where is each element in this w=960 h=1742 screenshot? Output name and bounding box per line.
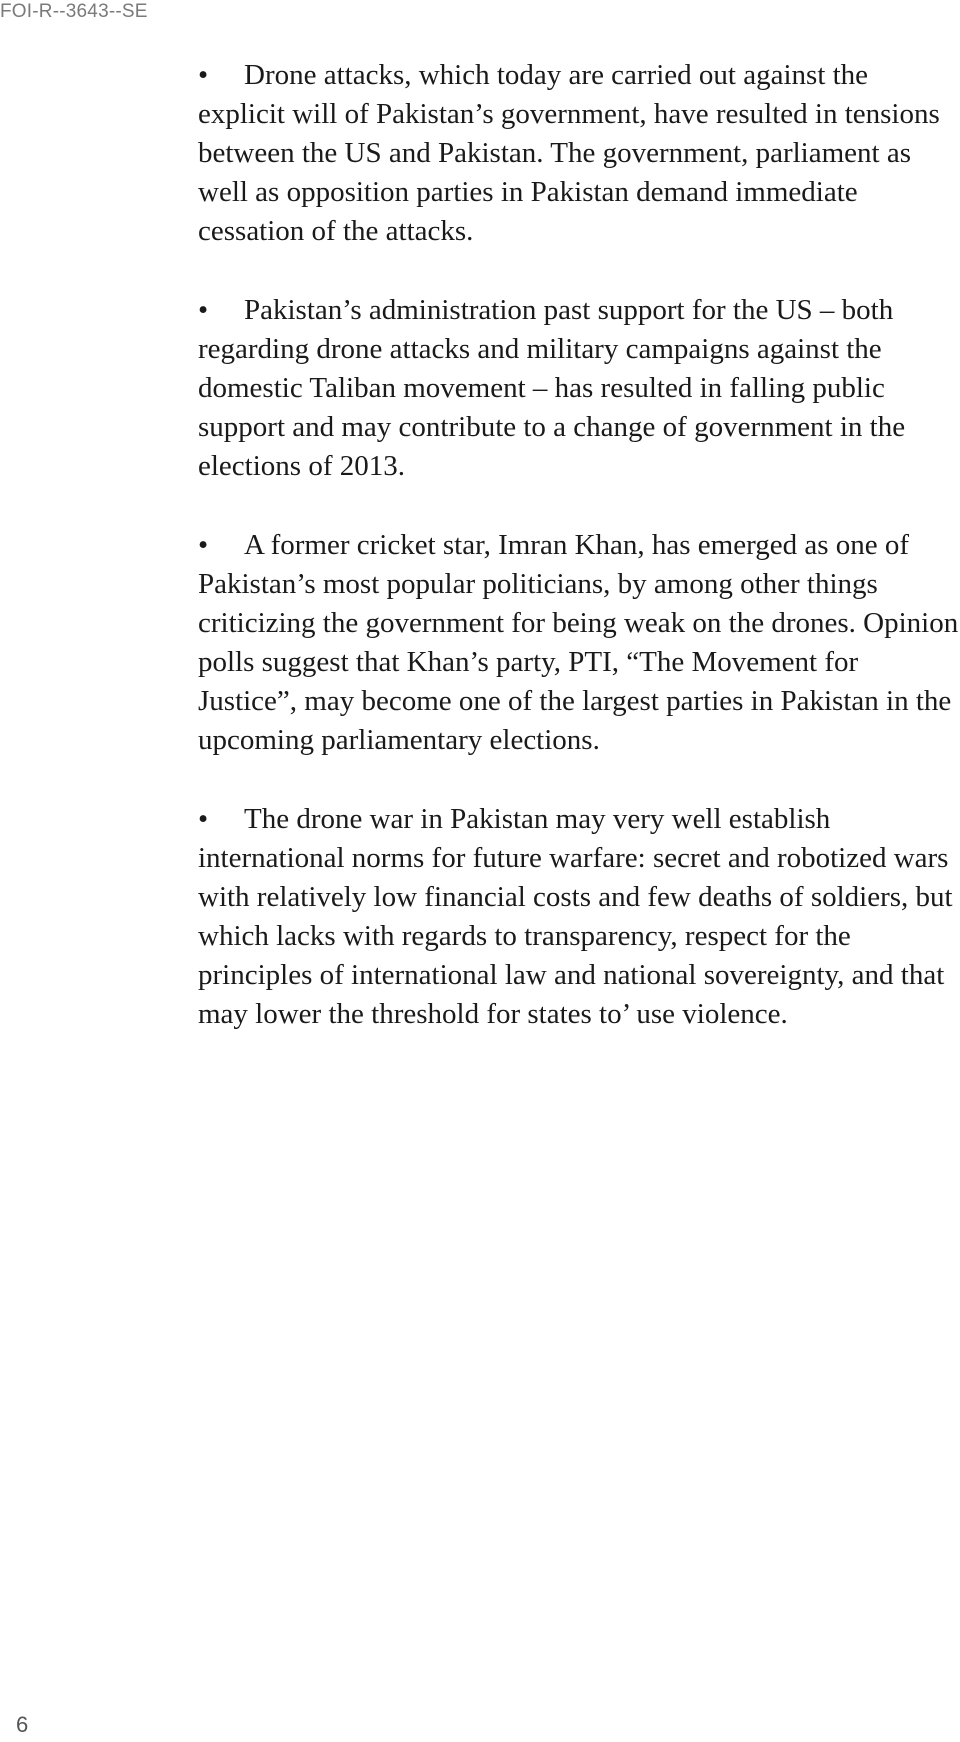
bullet-list bbox=[198, 56, 960, 1034]
bullet-icon: • bbox=[198, 529, 209, 561]
list-item bbox=[198, 56, 960, 251]
main-content bbox=[198, 56, 960, 1074]
page-number: 6 bbox=[16, 1712, 29, 1737]
bullet-text: Pakistan’s administration past support for the US – both regarding drone attacks and military campaigns against the domestic Taliban movement – has resulted in falling public support and may contribute to a change of government in the elections of 2013. bbox=[198, 294, 906, 482]
list-item bbox=[198, 800, 960, 1034]
list-item bbox=[198, 291, 960, 486]
bullet-icon: • bbox=[198, 59, 209, 91]
bullet-icon: • bbox=[198, 294, 209, 326]
bullet-text: The drone war in Pakistan may very well establish international norms for future warfare: secret and robotized wars with relatively low financial costs and few deaths of soldiers, but which lacks with regards to transparency, respect for the principles of international law and national sovereignty, and that may lower the threshold for states to’ use violence. bbox=[198, 803, 953, 1030]
bullet-icon: • bbox=[198, 803, 209, 835]
report-id: FOI-R--3643--SE bbox=[0, 1, 148, 22]
bullet-text: Drone attacks, which today are carried out against the explicit will of Pakistan’s government, have resulted in tensions between the US and Pakistan. The government, parliament as well as opposition parties in Pakistan demand immediate cessation of the attacks. bbox=[198, 59, 940, 247]
bullet-text: A former cricket star, Imran Khan, has emerged as one of Pakistan’s most popular politicians, by among other things criticizing the government for being weak on the drones. Opinion polls suggest that Khan’s party, PTI, “The Movement for Justice”, may become one of the largest parties in Pakistan in the upcoming parliamentary elections. bbox=[198, 529, 959, 756]
list-item bbox=[198, 526, 960, 760]
